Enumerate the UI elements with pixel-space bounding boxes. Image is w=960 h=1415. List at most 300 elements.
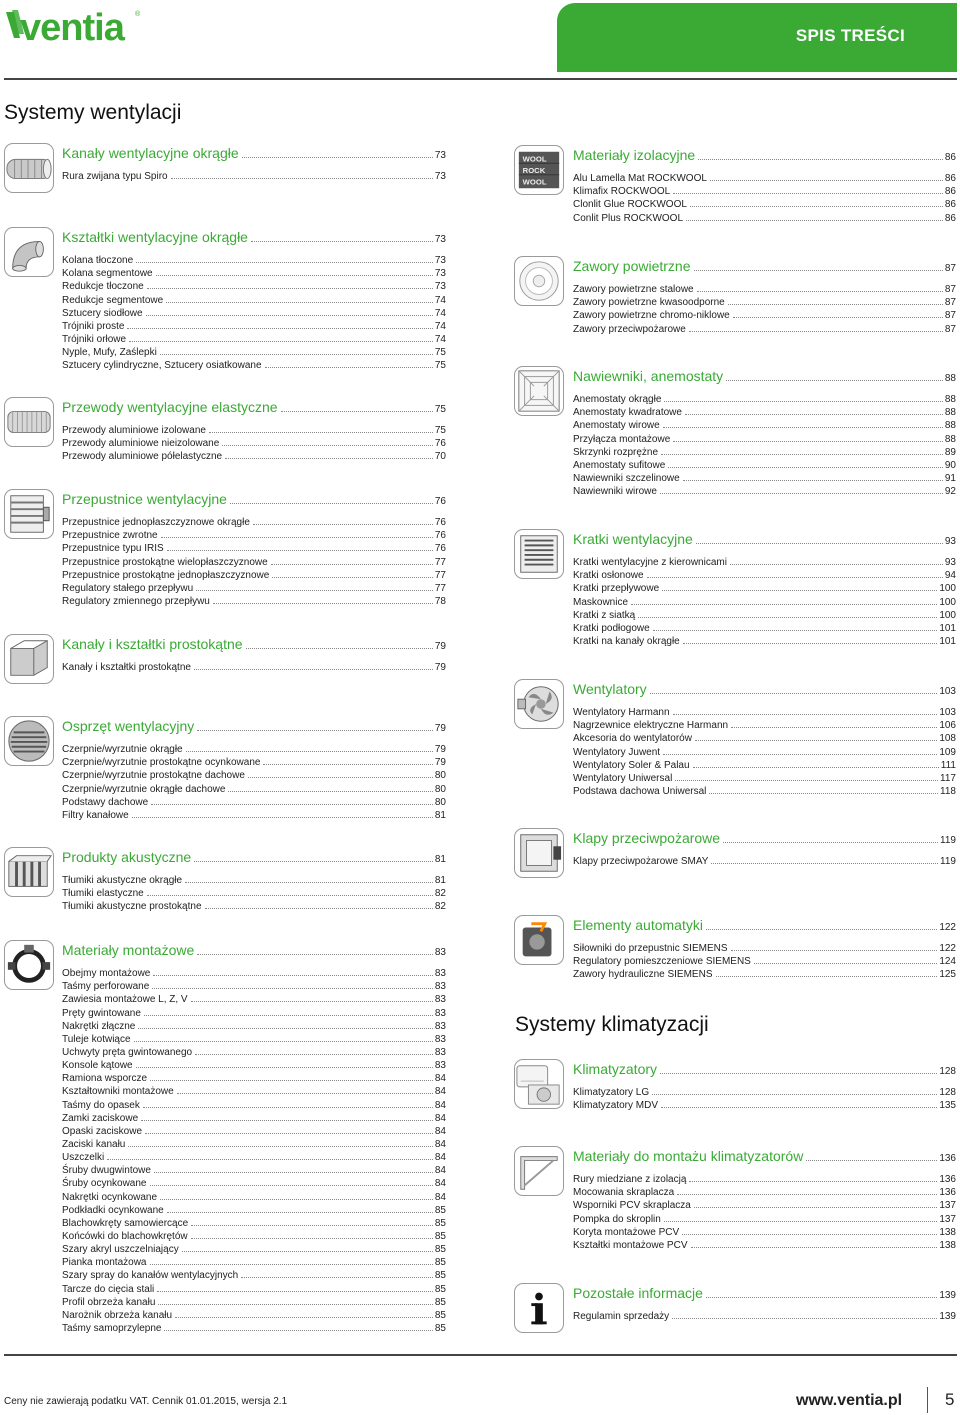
entry-title: Koryta montażowe PCV xyxy=(573,1226,680,1238)
toc-entry[interactable] xyxy=(62,873,446,886)
toc-entry[interactable] xyxy=(62,1097,446,1110)
toc-entry[interactable] xyxy=(62,1242,446,1255)
entry-title: Anemostaty kwadratowe xyxy=(573,407,682,419)
toc-entry[interactable] xyxy=(573,484,956,497)
toc-entry[interactable] xyxy=(62,1005,446,1018)
toc-entry[interactable] xyxy=(62,1163,446,1176)
toc-entry[interactable] xyxy=(62,1321,446,1334)
toc-entry[interactable] xyxy=(62,808,446,821)
toc-entry[interactable] xyxy=(573,744,956,757)
entry-page: 84 xyxy=(434,1112,446,1124)
entry-page: 73 xyxy=(434,281,446,293)
section-page: 103 xyxy=(939,686,956,697)
section-heading[interactable] xyxy=(573,915,956,933)
dot-leader xyxy=(731,727,937,728)
toc-entry[interactable] xyxy=(62,899,446,912)
toc-entry[interactable] xyxy=(573,210,956,223)
entry-title: Filtry kanałowe xyxy=(62,809,129,821)
entry-title: Kolana segmentowe xyxy=(62,268,153,280)
dot-leader xyxy=(144,1015,433,1016)
toc-entry[interactable] xyxy=(62,1032,446,1045)
section-title: Osprzęt wentylacyjny xyxy=(62,718,195,734)
entry-title: Szary spray do kanałów wentylacyjnych xyxy=(62,1270,239,1282)
toc-entry[interactable] xyxy=(573,731,956,744)
dot-leader xyxy=(689,1181,937,1182)
toc-entry[interactable] xyxy=(62,266,446,279)
dot-leader xyxy=(194,861,433,862)
dot-leader xyxy=(730,564,943,565)
actuator-icon xyxy=(514,915,564,965)
section-title: Kanały wentylacyjne okrągłe xyxy=(62,145,239,161)
toc-entry[interactable] xyxy=(573,555,956,568)
toc-entry[interactable] xyxy=(573,1238,956,1251)
toc-entry[interactable] xyxy=(62,1124,446,1137)
section-heading[interactable] xyxy=(62,716,446,734)
entry-title: Kanały i kształtki prostokątne xyxy=(62,662,191,674)
dot-leader xyxy=(146,315,433,316)
dot-leader xyxy=(694,1207,938,1208)
section-heading[interactable] xyxy=(62,489,446,507)
toc-entry[interactable] xyxy=(573,392,956,405)
entry-title: Klapy przeciwpożarowe SMAY xyxy=(573,856,709,868)
entry-title: Przepustnice jednopłaszczyznowe okrągłe xyxy=(62,517,250,529)
dot-leader xyxy=(186,751,433,752)
entry-page: 73 xyxy=(434,268,446,280)
dot-leader xyxy=(248,777,433,778)
toc-entry[interactable] xyxy=(573,1172,956,1185)
entry-title: Wentylatory Uniwersal xyxy=(573,772,673,784)
entry-title: Rury miedziane z izolacją xyxy=(573,1174,687,1186)
toc-entry[interactable] xyxy=(573,458,956,471)
entry-title: Zaciski kanału xyxy=(62,1138,126,1150)
section-title: Wentylatory xyxy=(573,681,647,697)
toc-entry[interactable] xyxy=(573,1309,956,1322)
section-heading[interactable] xyxy=(573,145,956,163)
section-heading[interactable] xyxy=(573,366,956,384)
toc-entry[interactable] xyxy=(573,594,956,607)
toc-entry[interactable] xyxy=(573,405,956,418)
section-heading[interactable] xyxy=(573,1283,956,1301)
toc-entry[interactable] xyxy=(62,1308,446,1321)
toc-entry[interactable] xyxy=(62,345,446,358)
entry-page: 83 xyxy=(434,981,446,993)
toc-entry[interactable] xyxy=(573,608,956,621)
toc-entry[interactable] xyxy=(62,1203,446,1216)
toc-entry[interactable] xyxy=(62,781,446,794)
toc-entry[interactable] xyxy=(573,418,956,431)
entry-title: Regulatory stałego przepływu xyxy=(62,582,194,594)
toc-entry[interactable] xyxy=(62,1137,446,1150)
dot-leader xyxy=(107,1159,433,1160)
entry-page: 76 xyxy=(434,438,446,450)
header-divider xyxy=(4,78,957,80)
dot-leader xyxy=(129,341,433,342)
toc-entry[interactable] xyxy=(573,941,956,954)
dot-leader xyxy=(265,367,433,368)
section-heading[interactable] xyxy=(62,847,446,865)
dot-leader xyxy=(175,1317,433,1318)
entry-title: Kształtki montażowe PCV xyxy=(573,1239,688,1251)
dot-leader xyxy=(147,288,433,289)
dot-leader xyxy=(695,740,937,741)
section-heading[interactable] xyxy=(573,828,956,846)
toc-entry[interactable] xyxy=(573,431,956,444)
toc-entry[interactable] xyxy=(62,332,446,345)
entry-page: 137 xyxy=(939,1213,956,1225)
entry-title: Śruby ocynkowane xyxy=(62,1178,147,1190)
section-page: 88 xyxy=(944,373,956,384)
entry-page: 128 xyxy=(939,1087,956,1099)
dot-leader xyxy=(683,480,943,481)
dot-leader xyxy=(166,302,433,303)
entry-title: Czerpnie/wyrzutnie prostokątne dachowe xyxy=(62,770,245,782)
page-number: 5 xyxy=(945,1390,955,1409)
section-title: Nawiewniki, anemostaty xyxy=(573,368,724,384)
entry-page: 88 xyxy=(944,407,956,419)
entry-title: Sztucery cylindryczne, Sztucery osiatkowane xyxy=(62,360,262,372)
entry-page: 138 xyxy=(939,1226,956,1238)
svg-text:ROCK: ROCK xyxy=(522,165,546,175)
entry-title: Pianka montażowa xyxy=(62,1257,147,1269)
entry-page: 85 xyxy=(434,1283,446,1295)
dot-leader xyxy=(663,427,943,428)
entry-title: Zawory powietrzne stalowe xyxy=(573,284,694,296)
dot-leader xyxy=(246,648,433,649)
entry-title: Regulamin sprzedaży xyxy=(573,1311,670,1323)
toc-entry[interactable] xyxy=(573,197,956,210)
section-heading[interactable] xyxy=(573,529,956,547)
fan-icon xyxy=(514,679,564,729)
toc-entry[interactable] xyxy=(62,1189,446,1202)
toc-entry[interactable] xyxy=(573,282,956,295)
dot-leader xyxy=(228,791,432,792)
svg-text:®: ® xyxy=(135,11,141,18)
toc-entry[interactable] xyxy=(62,1150,446,1163)
toc-entry[interactable] xyxy=(62,292,446,305)
section-heading[interactable] xyxy=(62,397,446,415)
toc-entry[interactable] xyxy=(573,581,956,594)
toc-entry[interactable] xyxy=(62,1229,446,1242)
toc-entry[interactable] xyxy=(62,436,446,449)
dot-leader xyxy=(151,804,433,805)
entry-title: Podstawa dachowa Uniwersal xyxy=(573,785,707,797)
toc-entry[interactable] xyxy=(573,954,956,967)
toc-entry[interactable] xyxy=(62,541,446,554)
entry-page: 117 xyxy=(940,772,956,784)
toc-entry[interactable] xyxy=(62,1111,446,1124)
toc-entry[interactable] xyxy=(573,718,956,731)
toc-entry[interactable] xyxy=(62,449,446,462)
dot-leader xyxy=(134,1041,433,1042)
entry-title: Trójniki orłowe xyxy=(62,333,127,345)
dot-leader xyxy=(728,304,943,305)
section-item-list xyxy=(62,253,446,371)
dot-leader xyxy=(194,669,433,670)
toc-entry[interactable] xyxy=(573,308,956,321)
entry-title: Regulatory zmiennego przepływu xyxy=(62,595,210,607)
dot-leader xyxy=(241,1277,433,1278)
dot-leader xyxy=(161,537,433,538)
entry-page: 84 xyxy=(434,1138,446,1150)
entry-title: Regulatory pomieszczeniowe SIEMENS xyxy=(573,956,751,968)
entry-page: 77 xyxy=(434,556,446,568)
toc-entry[interactable] xyxy=(573,1211,956,1224)
entry-title: Zawory hydrauliczne SIEMENS xyxy=(573,969,713,981)
toc-entry[interactable] xyxy=(573,1098,956,1111)
toc-entry[interactable] xyxy=(573,705,956,718)
toc-entry[interactable] xyxy=(62,358,446,371)
section-heading[interactable] xyxy=(573,256,956,274)
entry-title: Alu Lamella Mat ROCKWOOL xyxy=(573,173,707,185)
dot-leader xyxy=(696,543,943,544)
toc-entry[interactable] xyxy=(573,568,956,581)
toc-entry[interactable] xyxy=(573,321,956,334)
entry-page: 79 xyxy=(434,744,446,756)
section-page: 87 xyxy=(944,263,956,274)
section-title: Materiały montażowe xyxy=(62,942,195,958)
toc-entry[interactable] xyxy=(62,979,446,992)
toc-entry[interactable] xyxy=(573,471,956,484)
entry-page: 84 xyxy=(434,1191,446,1203)
toc-entry[interactable] xyxy=(62,966,446,979)
dot-leader xyxy=(806,1160,937,1161)
toc-entry[interactable] xyxy=(62,1045,446,1058)
entry-title: Tuleje kotwiące xyxy=(62,1033,131,1045)
section-item-list xyxy=(62,515,446,607)
heading-ventilation: Systemy wentylacji xyxy=(4,101,182,124)
entry-page: 84 xyxy=(434,1152,446,1164)
toc-entry[interactable] xyxy=(62,1281,446,1294)
toc-entry[interactable] xyxy=(573,171,956,184)
entry-title: Zawory powietrzne kwasoodporne xyxy=(573,297,725,309)
section-heading[interactable] xyxy=(62,227,446,245)
toc-entry[interactable] xyxy=(573,184,956,197)
toc-entry[interactable] xyxy=(62,594,446,607)
toc-entry[interactable] xyxy=(62,279,446,292)
toc-entry[interactable] xyxy=(62,795,446,808)
toc-entry[interactable] xyxy=(573,1225,956,1238)
toc-entry[interactable] xyxy=(62,1058,446,1071)
toc-entry[interactable] xyxy=(62,1084,446,1097)
entry-title: Obejmy montażowe xyxy=(62,968,151,980)
section-page: 73 xyxy=(434,234,446,245)
toc-entry[interactable] xyxy=(62,660,446,673)
entry-title: Czerpnie/wyrzutnie okrągłe dachowe xyxy=(62,783,226,795)
toc-entry[interactable] xyxy=(573,784,956,797)
footer-note: Ceny nie zawierają podatku VAT. Cennik 01.01.2015, wersja 2.1 xyxy=(4,1396,288,1407)
entry-page: 74 xyxy=(434,294,446,306)
section-title: Przepustnice wentylacyjne xyxy=(62,491,227,507)
entry-title: Kratki podłogowe xyxy=(573,622,650,634)
section-title: Materiały do montażu klimatyzatorów xyxy=(573,1148,804,1164)
entry-title: Nagrzewnice elektryczne Harmann xyxy=(573,720,729,732)
dot-leader xyxy=(668,467,943,468)
entry-title: Conlit Plus ROCKWOOL xyxy=(573,212,684,224)
toc-entry[interactable] xyxy=(62,554,446,567)
entry-title: Kratki przepływowe xyxy=(573,583,660,595)
toc-entry[interactable] xyxy=(573,1198,956,1211)
section-item-list xyxy=(62,873,446,912)
section-heading[interactable] xyxy=(573,679,956,697)
toc-entry[interactable] xyxy=(62,1019,446,1032)
section-heading[interactable] xyxy=(62,940,446,958)
dot-leader xyxy=(710,180,943,181)
entry-title: Nawiewniki szczelinowe xyxy=(573,472,680,484)
dot-leader xyxy=(191,1238,433,1239)
ventia-logo xyxy=(4,4,144,48)
section-page: 128 xyxy=(939,1066,956,1077)
toc-entry[interactable] xyxy=(573,445,956,458)
toc-entry[interactable] xyxy=(62,1268,446,1281)
svg-text:ventia: ventia xyxy=(20,7,124,48)
fire-damper-icon xyxy=(514,828,564,878)
toc-entry[interactable] xyxy=(62,768,446,781)
entry-page: 111 xyxy=(940,759,956,771)
dot-leader xyxy=(143,1107,433,1108)
entry-page: 86 xyxy=(944,173,956,185)
section-title: Materiały izolacyjne xyxy=(573,147,696,163)
entry-title: Zamki zaciskowe xyxy=(62,1112,139,1124)
entry-page: 78 xyxy=(434,595,446,607)
section-title: Pozostałe informacje xyxy=(573,1285,703,1301)
dot-leader xyxy=(660,1073,937,1074)
entry-title: Akcesoria do wentylatorów xyxy=(573,733,692,745)
section-heading[interactable] xyxy=(573,1146,956,1164)
section-title: Produkty akustyczne xyxy=(62,849,192,865)
dot-leader xyxy=(153,975,433,976)
entry-page: 74 xyxy=(434,333,446,345)
toc-entry[interactable] xyxy=(62,1255,446,1268)
entry-title: Tłumiki akustyczne prostokątne xyxy=(62,901,202,913)
toc-entry[interactable] xyxy=(62,1176,446,1189)
entry-title: Końcówki do blachowkrętów xyxy=(62,1230,188,1242)
toc-entry[interactable] xyxy=(62,755,446,768)
dot-leader xyxy=(156,275,433,276)
entry-page: 138 xyxy=(939,1239,956,1251)
section-page: 93 xyxy=(944,536,956,547)
toc-entry[interactable] xyxy=(62,1295,446,1308)
entry-page: 119 xyxy=(940,856,956,868)
dot-leader xyxy=(158,1304,432,1305)
entry-title: Anemostaty okrągłe xyxy=(573,394,662,406)
entry-page: 85 xyxy=(434,1322,446,1334)
entry-page: 106 xyxy=(939,720,956,732)
toc-entry[interactable] xyxy=(573,295,956,308)
toc-entry[interactable] xyxy=(62,581,446,594)
section-item-list xyxy=(573,282,956,335)
info-icon xyxy=(514,1283,564,1333)
entry-page: 85 xyxy=(434,1270,446,1282)
toc-entry[interactable] xyxy=(62,169,446,182)
entry-title: Redukcje tłoczone xyxy=(62,281,144,293)
entry-title: Przewody aluminiowe nieizolowane xyxy=(62,438,220,450)
entry-page: 135 xyxy=(939,1100,956,1112)
dot-leader xyxy=(726,380,943,381)
section-heading[interactable] xyxy=(62,143,446,161)
entry-title: Skrzynki rozprężne xyxy=(573,446,659,458)
dot-leader xyxy=(197,954,433,955)
toc-entry[interactable] xyxy=(573,1085,956,1098)
dot-leader xyxy=(673,441,943,442)
dot-leader xyxy=(631,604,937,605)
svg-text:WOOL: WOOL xyxy=(522,154,547,164)
entry-page: 84 xyxy=(434,1125,446,1137)
dot-leader xyxy=(664,1221,937,1222)
toc-entry[interactable] xyxy=(62,1071,446,1084)
toc-entry[interactable] xyxy=(62,1216,446,1229)
entry-page: 100 xyxy=(939,609,956,621)
dot-leader xyxy=(650,693,938,694)
dot-leader xyxy=(127,328,432,329)
dot-leader xyxy=(182,1251,433,1252)
dot-leader xyxy=(145,1133,433,1134)
entry-page: 83 xyxy=(434,1033,446,1045)
entry-title: Clonlit Glue ROCKWOOL xyxy=(573,199,687,211)
toc-entry[interactable] xyxy=(573,854,956,867)
dot-leader xyxy=(164,1330,432,1331)
section-heading[interactable] xyxy=(573,1059,956,1077)
dot-leader xyxy=(723,842,938,843)
entry-title: Konsole kątowe xyxy=(62,1060,133,1072)
toc-entry[interactable] xyxy=(62,742,446,755)
toc-entry[interactable] xyxy=(573,1185,956,1198)
entry-page: 100 xyxy=(939,583,956,595)
toc-entry[interactable] xyxy=(573,621,956,634)
toc-entry[interactable] xyxy=(62,515,446,528)
dot-leader xyxy=(251,241,433,242)
entry-page: 89 xyxy=(944,446,956,458)
grille-icon xyxy=(514,529,564,579)
toc-entry[interactable] xyxy=(62,319,446,332)
entry-page: 100 xyxy=(939,596,956,608)
entry-title: Kształtowniki montażowe xyxy=(62,1086,174,1098)
dot-leader xyxy=(177,1093,433,1094)
dot-leader xyxy=(197,730,433,731)
toc-entry[interactable] xyxy=(573,634,956,647)
dot-leader xyxy=(754,963,937,964)
dot-leader xyxy=(196,590,433,591)
toc-entry[interactable] xyxy=(573,967,956,980)
toc-entry[interactable] xyxy=(62,992,446,1005)
toc-entry[interactable] xyxy=(62,423,446,436)
dot-leader xyxy=(185,882,433,883)
website-link[interactable]: www.ventia.pl xyxy=(796,1392,903,1409)
toc-entry[interactable] xyxy=(573,758,956,771)
dot-leader xyxy=(225,458,433,459)
section-item-list xyxy=(573,1172,956,1251)
section-item-list xyxy=(62,660,446,673)
entry-page: 80 xyxy=(434,770,446,782)
entry-page: 86 xyxy=(944,186,956,198)
toc-entry[interactable] xyxy=(62,253,446,266)
entry-page: 84 xyxy=(434,1178,446,1190)
dot-leader xyxy=(675,780,938,781)
entry-title: Taśmy samoprzylepne xyxy=(62,1322,162,1334)
toc-entry[interactable] xyxy=(62,306,446,319)
entry-page: 77 xyxy=(434,582,446,594)
dot-leader xyxy=(652,1094,937,1095)
toc-entry[interactable] xyxy=(62,528,446,541)
toc-entry[interactable] xyxy=(62,568,446,581)
dot-leader xyxy=(167,550,433,551)
toc-entry[interactable] xyxy=(573,771,956,784)
entry-title: Zawory przeciwpożarowe xyxy=(573,323,686,335)
dot-leader xyxy=(683,643,938,644)
toc-entry[interactable] xyxy=(62,886,446,899)
entry-title: Trójniki proste xyxy=(62,320,125,332)
section-heading[interactable] xyxy=(62,634,446,652)
entry-page: 85 xyxy=(434,1244,446,1256)
